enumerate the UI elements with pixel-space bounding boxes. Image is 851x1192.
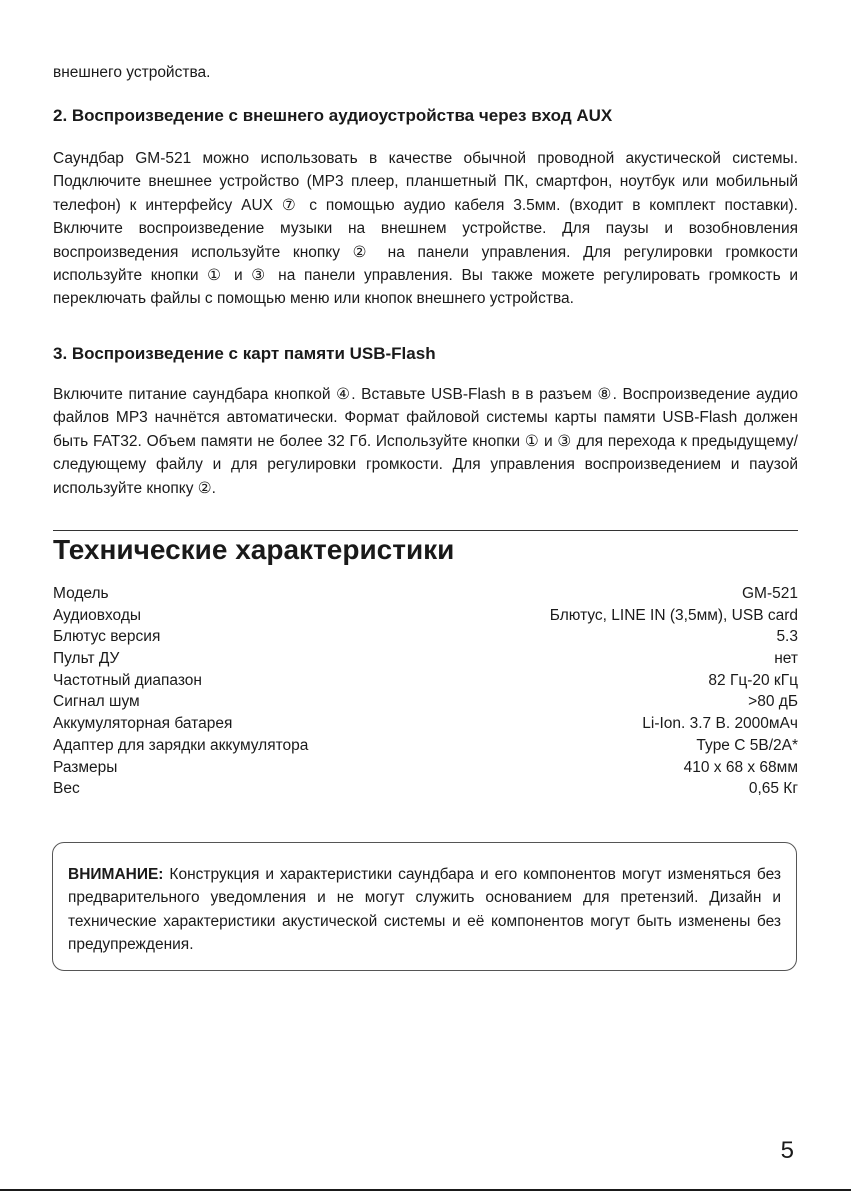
bottom-rule: [0, 1189, 851, 1191]
page-number: 5: [780, 1137, 794, 1164]
spec-row-model: [53, 583, 798, 605]
spec-label: Размеры: [53, 758, 118, 776]
spec-row-bluetooth-version: [53, 626, 798, 648]
spec-value: нет: [774, 650, 798, 668]
spec-label: Пульт ДУ: [53, 650, 120, 668]
spec-label: Вес: [53, 780, 80, 798]
spec-value: 410 х 68 х 68мм: [683, 758, 798, 776]
spec-label: Модель: [53, 585, 109, 602]
spec-value: Li-Ion. 3.7 В. 2000мАч: [642, 715, 798, 733]
notice-text: [68, 863, 781, 957]
specs-title: Технические характеристики: [53, 534, 455, 565]
spec-label: Аудиовходы: [53, 606, 141, 624]
spec-value: 0,65 Кг: [748, 780, 798, 798]
notice-label: ВНИМАНИЕ:: [68, 866, 164, 883]
spec-value: >80 дБ: [748, 693, 798, 711]
notice-box: [52, 842, 797, 971]
spec-row-weight: [53, 778, 798, 800]
section2-heading: 2. Воспроизведение с внешнего аудиоустройства через вход AUX: [53, 106, 613, 125]
notice-body: Конструкция и характеристики саундбара и его компонентов могут изменяться без предварительного уведомления и не могут служить основанием для претензий. Дизайн и технические характеристики акустической системы и её компонентов могут быть изменены без предупреждения.: [68, 866, 781, 954]
section2-body: Саундбар GM-521 можно использовать в качестве обычной проводной акустической системы. Подключите внешнее устройство (MP3 плеер, планшетный ПК, смартфон, ноутбук или мобильный телефон) к интерфейсу AUX ⑦ с помощью аудио кабеля 3.5мм. (входит в комплект поставки). Включите воспроизведение музыки на внешнем устройстве. Для паузы и возобновления воспроизведения используйте кнопку ② на панели управления. Для регулировки громкости используйте кнопки ① и ③ на панели управления. Вы также можете регулировать громкость и переключать файлы с помощью меню или кнопок внешнего устройства.: [53, 150, 798, 308]
spec-row-dimensions: [53, 757, 798, 779]
spec-label: Аккумуляторная батарея: [53, 715, 233, 733]
spec-label: Адаптер для зарядки аккумулятора: [53, 736, 309, 754]
spec-row-remote: [53, 648, 798, 670]
spec-row-frequency: [53, 670, 798, 692]
spec-row-charger: [53, 735, 798, 757]
spec-value: Блютус, LINE IN (3,5мм), USB card: [549, 606, 798, 624]
specs-table: [53, 583, 798, 800]
spec-row-battery: [53, 713, 798, 735]
spec-label: Блютус версия: [53, 628, 161, 646]
spec-row-audio-inputs: [53, 605, 798, 627]
section3-heading: 3. Воспроизведение с карт памяти USB-Flash: [53, 344, 436, 363]
spec-label: Сигнал шум: [53, 693, 140, 711]
section-divider: [53, 530, 798, 531]
spec-value: 5.3: [776, 628, 798, 646]
spec-label: Частотный диапазон: [53, 671, 202, 689]
spec-value: Type C 5В/2А*: [696, 736, 798, 754]
intro-tail-text: внешнего устройства.: [53, 64, 211, 81]
spec-value: 82 Гц-20 кГц: [708, 671, 798, 689]
spec-row-snr: [53, 691, 798, 713]
spec-value: GM-521: [742, 585, 798, 602]
section3-body: Включите питание саундбара кнопкой ④. Вставьте USB-Flash в в разъем ⑧. Воспроизведение аудио файлов MP3 начнётся автоматически. Формат файловой системы карты памяти USB-Flash должен быть FAT32. Объем памяти не более 32 Гб. Используйте кнопки ① и ③ для перехода к предыдущему/следующему файлу и для регулировки громкости. Для управления воспроизведением и паузой используйте кнопку ②.: [53, 386, 798, 497]
